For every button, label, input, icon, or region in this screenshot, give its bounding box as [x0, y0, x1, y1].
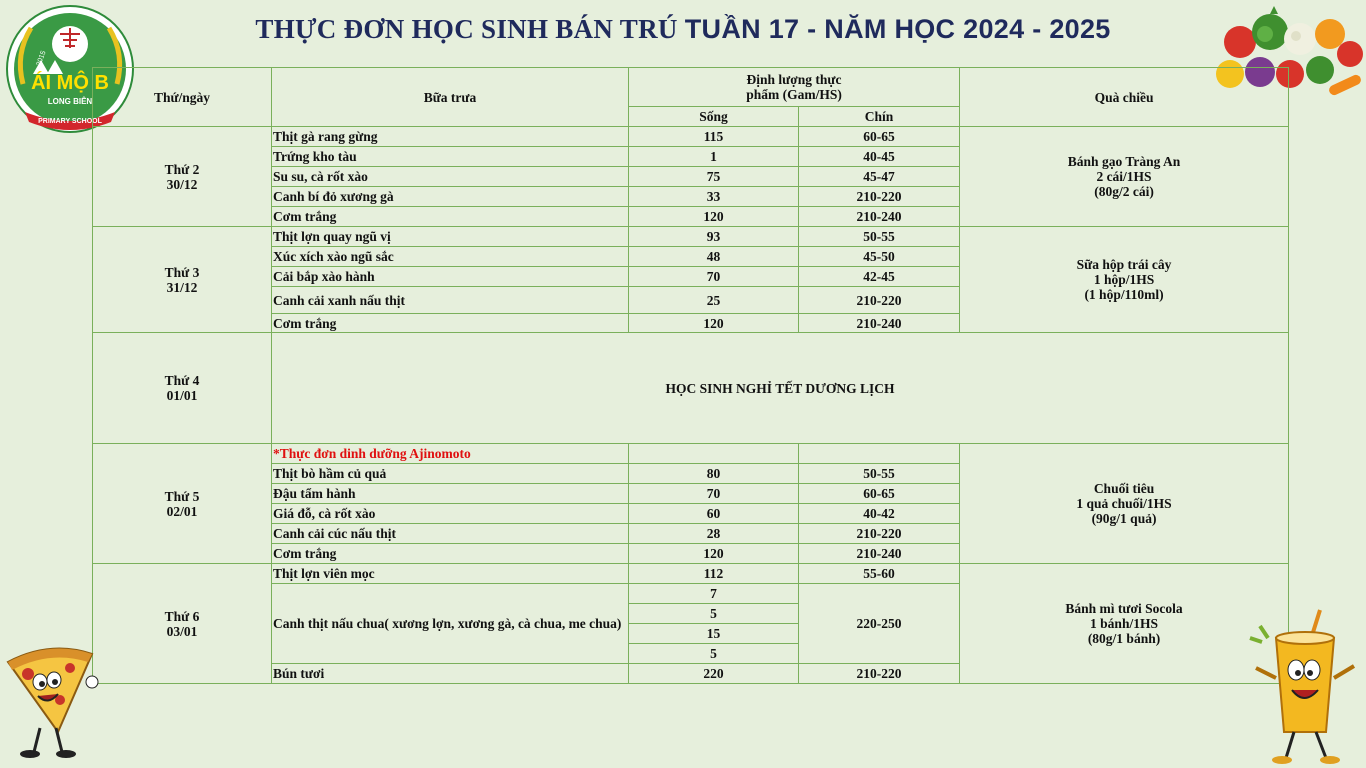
dish-cooked: 210-220 [799, 524, 960, 544]
header-day: Thứ/ngày [93, 68, 272, 127]
dish-name: Giá đỗ, cà rốt xào [272, 504, 629, 524]
dish-raw: 80 [629, 464, 799, 484]
dish-name: Canh cải cúc nấu thịt [272, 524, 629, 544]
day-cell [93, 127, 272, 227]
empty-cell [799, 444, 960, 464]
dish-raw: 48 [629, 247, 799, 267]
snack-portion: 1 hộp/1HS [1093, 272, 1155, 287]
snack-name: Chuối tiêu [1093, 481, 1155, 496]
dish-name: Đậu tẩm hành [272, 484, 629, 504]
dish-cooked: 50-55 [799, 227, 960, 247]
dish-raw: 93 [629, 227, 799, 247]
snack-weight: (80g/2 cái) [1094, 184, 1154, 199]
day-cell [93, 333, 272, 444]
title-main: THỰC ĐƠN HỌC SINH BÁN TRÚ [255, 14, 678, 44]
day-cell [93, 564, 272, 684]
holiday-notice: HỌC SINH NGHỈ TẾT DƯƠNG LỊCH [272, 333, 1289, 444]
dish-raw: 112 [629, 564, 799, 584]
snack-cell [960, 227, 1289, 333]
header-lunch: Bữa trưa [272, 68, 629, 127]
logo-name: ÁI MỘ B [31, 72, 109, 94]
logo-year: 2015 [35, 49, 48, 68]
snack-name: Bánh gạo Tràng An [1067, 154, 1181, 169]
dish-name: Su su, cà rốt xào [272, 167, 629, 187]
snack-weight: (80g/1 bánh) [1087, 631, 1161, 646]
dish-raw: 120 [629, 207, 799, 227]
day-date: 03/01 [166, 623, 198, 639]
dish-name: Trứng kho tàu [272, 147, 629, 167]
day-label: Thứ 4 [164, 373, 200, 388]
table-row [93, 227, 1289, 247]
dish-cooked: 210-240 [799, 314, 960, 333]
dish-raw: 220 [629, 664, 799, 684]
day-cell [93, 227, 272, 333]
dish-raw: 28 [629, 524, 799, 544]
table-row [93, 127, 1289, 147]
pizza-mascot-image [0, 640, 100, 765]
day-date: 02/01 [166, 503, 198, 519]
dish-cooked: 40-45 [799, 147, 960, 167]
snack-cell [960, 444, 1289, 564]
dish-raw: 120 [629, 544, 799, 564]
menu-note: *Thực đơn dinh dưỡng Ajinomoto [272, 444, 629, 464]
header-quantity-line2: phẩm (Gam/HS) [746, 87, 842, 102]
dish-name: Thịt gà rang gừng [272, 127, 629, 147]
dish-cooked: 45-50 [799, 247, 960, 267]
dish-cooked: 42-45 [799, 267, 960, 287]
logo-band: PRIMARY SCHOOL [38, 118, 102, 125]
dish-raw: 75 [629, 167, 799, 187]
dish-name: Xúc xích xào ngũ sắc [272, 247, 629, 267]
snack-cell [960, 127, 1289, 227]
dish-raw: 33 [629, 187, 799, 207]
header-quantity-line1: Định lượng thực [746, 72, 842, 87]
day-label: Thứ 6 [164, 608, 200, 624]
header-snack: Quà chiều [960, 68, 1289, 127]
dish-name: Thịt lợn viên mọc [272, 564, 629, 584]
dish-raw: 60 [629, 504, 799, 524]
page-title [0, 14, 1366, 45]
dish-name: Canh bí đỏ xương gà [272, 187, 629, 207]
dish-cooked: 60-65 [799, 127, 960, 147]
snack-cell [960, 564, 1289, 684]
dish-cooked: 50-55 [799, 464, 960, 484]
dish-name: Canh cải xanh nấu thịt [272, 287, 629, 314]
dish-name: Cơm trắng [272, 544, 629, 564]
day-label: Thứ 5 [164, 488, 200, 504]
dish-name: Thịt lợn quay ngũ vị [272, 227, 629, 247]
header-cooked: Chín [799, 107, 960, 127]
dish-name: Cơm trắng [272, 314, 629, 333]
table-row [93, 333, 1289, 444]
dish-cooked: 60-65 [799, 484, 960, 504]
dish-cooked: 210-240 [799, 207, 960, 227]
dish-raw: 70 [629, 484, 799, 504]
dish-name: Thịt bò hầm củ quả [272, 464, 629, 484]
day-date: 01/01 [166, 388, 198, 403]
dish-raw: 115 [629, 127, 799, 147]
dish-cooked: 210-220 [799, 664, 960, 684]
day-cell [93, 444, 272, 564]
snack-name: Bánh mì tươi Socola [1065, 601, 1183, 616]
snack-portion: 1 quả chuối/1HS [1076, 496, 1172, 511]
dish-raw: 5 [629, 604, 799, 624]
header-quantity [629, 68, 960, 107]
empty-cell [629, 444, 799, 464]
dish-raw: 1 [629, 147, 799, 167]
dish-raw: 15 [629, 624, 799, 644]
dish-cooked: 210-220 [799, 287, 960, 314]
title-week: TUẦN 17 - NĂM HỌC 2024 - 2025 [684, 14, 1111, 44]
dish-raw: 7 [629, 584, 799, 604]
snack-name: Sữa hộp trái cây [1076, 257, 1172, 272]
dish-raw: 25 [629, 287, 799, 314]
snack-weight: (90g/1 quả) [1091, 511, 1157, 526]
menu-table [92, 67, 1289, 684]
table-row [93, 564, 1289, 584]
day-date: 30/12 [166, 176, 198, 192]
dish-name: Cải bắp xào hành [272, 267, 629, 287]
table-row [93, 444, 1289, 464]
dish-name: Bún tươi [272, 664, 629, 684]
dish-name: Canh thịt nấu chua( xương lợn, xương gà, cà chua, me chua) [272, 584, 629, 664]
dish-cooked: 55-60 [799, 564, 960, 584]
dish-raw: 5 [629, 644, 799, 664]
day-label: Thứ 3 [164, 264, 200, 280]
juice-mascot-image [1246, 608, 1364, 766]
dish-cooked: 40-42 [799, 504, 960, 524]
day-date: 31/12 [166, 279, 198, 295]
dish-name: Cơm trắng [272, 207, 629, 227]
dish-raw: 120 [629, 314, 799, 333]
day-label: Thứ 2 [164, 161, 200, 177]
dish-cooked: 220-250 [799, 584, 960, 664]
header-raw: Sống [629, 107, 799, 127]
snack-portion: 2 cái/1HS [1096, 169, 1152, 184]
dish-cooked: 45-47 [799, 167, 960, 187]
logo-sub: LONG BIÊN [47, 97, 93, 106]
snack-portion: 1 bánh/1HS [1090, 616, 1158, 631]
dish-raw: 70 [629, 267, 799, 287]
dish-cooked: 210-240 [799, 544, 960, 564]
dish-cooked: 210-220 [799, 187, 960, 207]
snack-weight: (1 hộp/110ml) [1084, 287, 1164, 302]
